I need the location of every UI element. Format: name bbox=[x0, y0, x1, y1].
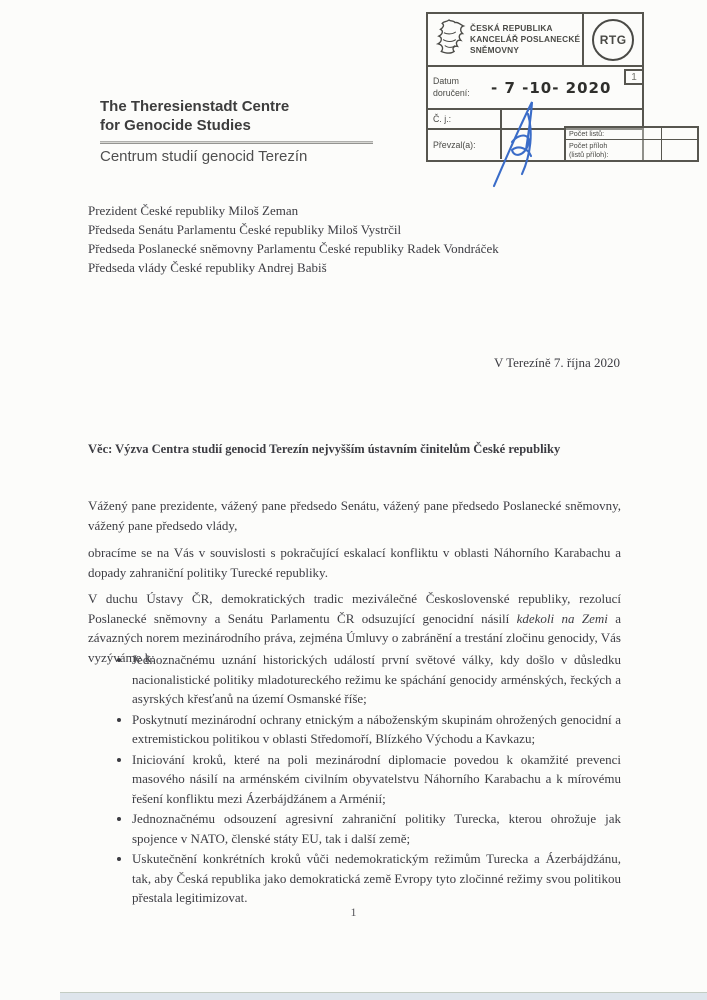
demand-item: • Jednoznačnému uznání historických událostí první světové války, kdy došlo v důsledku nacionalistické politiky mladotureckého režimu ke spáchání genocidy arménských, řeckých a asyrských křesťanů na území Osmanské říše; bbox=[132, 650, 621, 709]
demand-item: • Iniciování kroků, které na poli mezinárodní diplomacie povedou k okamžité prevenci masového násilí na arménském civilním obyvatelstvu Náhorního Karabachu a k mírovému řešení konfliktu mezi Ázerbájdžánem a Arménií; bbox=[132, 750, 621, 809]
recipient-list bbox=[88, 202, 499, 277]
recipient-line: Předseda vlády České republiky Andrej Babiš bbox=[88, 259, 327, 275]
stamp-office-line3: SNĚMOVNY bbox=[470, 45, 520, 56]
stamp-rtg-cell bbox=[584, 14, 642, 65]
recipient-line: Prezident České republiky Miloš Zeman bbox=[88, 203, 299, 218]
stamp-sheet-number-box: 1 bbox=[624, 69, 644, 85]
demand-list bbox=[88, 650, 621, 909]
stamp-office-line2: KANCELÁŘ POSLANECKÉ bbox=[470, 33, 581, 44]
stamp-attachment-count-value bbox=[662, 140, 697, 160]
recipient-line: Předseda Senátu Parlamentu České republiky Miloš Vystrčil bbox=[88, 221, 402, 237]
appeal-text-before: V duchu Ústavy ČR, demokratických tradic meziválečné Československé republiky, rezolucí Poslanecké sněmovny a Senátu Parlamentu ČR odsuzující genocidní násilí bbox=[88, 591, 621, 626]
stamp-counts-table bbox=[564, 126, 699, 162]
org-name-line2: for Genocide Studies bbox=[100, 116, 251, 134]
salutation-paragraph: Vážený pane prezidente, vážený pane předsedo Senátu, vážený pane předsedo Poslanecké sněmovny, vážený pane předsedo vlády, bbox=[88, 498, 621, 533]
stamp-received-by-label: Převzal(a): bbox=[433, 139, 476, 150]
demand-item: • Jednoznačnému odsouzení agresivní zahraniční politiky Turecka, kterou ohrožuje jak spojence v NATO, členské státy EU, tak i další země; bbox=[132, 809, 621, 848]
org-name-czech: Centrum studií genocid Terezín bbox=[100, 147, 308, 165]
stamp-file-number-label: Č. j.: bbox=[433, 114, 452, 124]
demand-item: • Uskutečnění konkrétních kroků vůči nedemokratickým režimům Turecka a Ázerbájdžánu, tak, aby Česká republika jako demokratická země Evropy tyto zločinné režimy svou politikou přestala legitimizovat. bbox=[132, 849, 621, 908]
intro-paragraph: obracíme se na Vás v souvislosti s pokračující eskalací konfliktu v oblasti Náhorního Karabachu a dopady zahraniční politiky Turecké republiky. bbox=[88, 545, 621, 580]
stamp-attachment-count-row bbox=[566, 140, 697, 160]
handwritten-signature-icon bbox=[476, 98, 552, 195]
letterhead bbox=[100, 98, 373, 165]
stamp-date-label bbox=[433, 76, 491, 100]
registry-stamp bbox=[426, 12, 644, 162]
scan-artifact-band bbox=[60, 993, 707, 1000]
recipient-line: Předseda Poslanecké sněmovny Parlamentu České republiky Radek Vondráček bbox=[88, 240, 499, 256]
stamp-sheet-count-label: Počet listů: bbox=[566, 128, 662, 139]
appeal-text-italic: kdekoli na Zemi bbox=[516, 610, 608, 626]
stamp-date-label-line2: doručení: bbox=[433, 87, 470, 98]
page-number: 1 bbox=[350, 905, 357, 919]
stamp-attachment-count-label bbox=[566, 140, 662, 160]
org-name-english bbox=[100, 98, 373, 136]
stamp-date-label-line1: Datum bbox=[433, 75, 459, 86]
stamp-date-value: - 7 -10- 2020 bbox=[491, 78, 612, 97]
stamp-office-cell bbox=[428, 14, 584, 65]
stamp-office-name bbox=[470, 23, 580, 57]
stamp-sheet-count-row bbox=[566, 128, 697, 140]
demand-item: • Poskytnutí mezinárodní ochrany etnickým a náboženským skupinám ohrožených genocidní a extremistickou politikou v oblasti Středomoří, Blízkého Východu a Kavkazu; bbox=[132, 710, 621, 749]
dateline: V Terezíně 7. října 2020 bbox=[493, 355, 620, 370]
org-name-line1: The Theresienstadt Centre bbox=[100, 98, 290, 115]
appeal-text-after: a závazných norem mezinárodního práva, zejména Úmluvy o zabránění a trestání zločinu genocidy, Vás vyzýváme k: bbox=[88, 610, 621, 665]
stamp-sheet-count-value bbox=[662, 128, 697, 139]
stamp-header bbox=[428, 14, 642, 67]
letterhead-divider bbox=[100, 141, 373, 144]
czech-coat-of-arms-icon bbox=[432, 16, 466, 63]
stamp-attachment-count-label-line1: Počet příloh bbox=[569, 141, 608, 150]
subject-line: Věc: Výzva Centra studií genocid Terezín nejvyšším ústavním činitelům České republiky bbox=[88, 442, 561, 456]
rtg-badge-icon: RTG bbox=[592, 19, 634, 61]
stamp-office-line1: ČESKÁ REPUBLIKA bbox=[470, 22, 553, 33]
stamp-attachment-count-label-line2: (listů příloh): bbox=[569, 150, 609, 159]
